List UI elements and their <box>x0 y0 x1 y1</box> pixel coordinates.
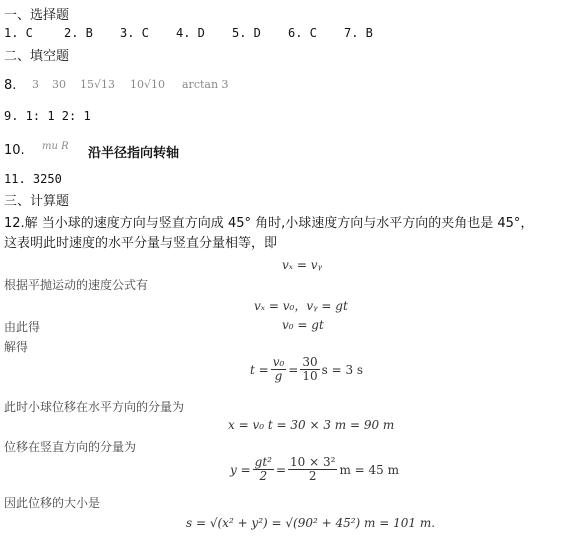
equation-y-equals: = <box>275 462 287 477</box>
choice-answer-4: 4. D <box>176 26 205 40</box>
fraction-numerator: v₀ <box>272 355 285 369</box>
choice-answers-row <box>4 26 574 42</box>
choice-answer-6: 6. C <box>288 26 317 40</box>
fraction-denominator: g <box>274 369 283 383</box>
text-displacement-magnitude: 因此位移的大小是 <box>4 496 101 510</box>
fraction-denominator: 2 <box>259 469 268 483</box>
section-heading-fill: 二、填空题 <box>4 49 70 64</box>
equation-v0-gt: v₀ = gt <box>282 318 324 332</box>
equation-time-left: t = <box>250 362 269 377</box>
q8-label: 8. <box>4 78 17 93</box>
equation-x-displacement: x = v₀ t = 30 × 3 m = 90 m <box>228 418 395 432</box>
section-heading-calc: 三、计算题 <box>4 194 70 209</box>
fraction-denominator: 10 <box>302 369 318 383</box>
q8-answer-3: 15√13 <box>80 78 116 91</box>
q8-answer-5: arctan 3 <box>182 78 229 91</box>
equation-vx-vy: vₓ = vᵧ <box>282 258 323 272</box>
q12-line-2: 这表明此时速度的水平分量与竖直分量相等，即 <box>4 236 278 251</box>
q11-answer: 11. 3250 <box>4 172 62 186</box>
equation-total-displacement: s = √(x² + y²) = √(90² + 45²) m = 101 m. <box>186 516 436 530</box>
q8-answer-2: 30 <box>52 78 66 91</box>
choice-answer-3: 3. C <box>120 26 149 40</box>
q9-answer: 9. 1: 1 2: 1 <box>4 109 91 123</box>
text-velocity-formula-intro: 根据平抛运动的速度公式有 <box>4 278 149 292</box>
fraction-30-over-10 <box>300 356 319 383</box>
text-vertical-displacement: 位移在竖直方向的分量为 <box>4 440 137 454</box>
text-thus: 由此得 <box>4 320 41 334</box>
fraction-10x3sq-over-2 <box>288 456 337 483</box>
section-heading-choice: 一、选择题 <box>4 8 70 23</box>
equation-time-result: s = 3 s <box>321 362 364 377</box>
q10-label: 10. <box>4 143 25 158</box>
equation-time-equals: = <box>288 362 299 377</box>
text-solve: 解得 <box>4 340 29 354</box>
q8-answer-4: 10√10 <box>130 78 166 91</box>
fraction-numerator: gt² <box>254 455 272 469</box>
fraction-numerator: 10 × 3² <box>290 455 336 469</box>
equation-velocity-components: vₓ = v₀，vᵧ = gt <box>254 299 348 313</box>
equation-time <box>250 356 363 383</box>
equation-y-displacement <box>230 456 399 483</box>
equation-y-result: m = 45 m <box>339 462 399 477</box>
q10-formula: mu R <box>42 141 69 152</box>
choice-answer-5: 5. D <box>232 26 261 40</box>
fraction-v0-over-g <box>271 356 287 383</box>
choice-answer-7: 7. B <box>344 26 373 40</box>
fraction-gt2-over-2 <box>253 456 274 483</box>
text-horizontal-displacement: 此时小球位移在水平方向的分量为 <box>4 400 185 414</box>
choice-answer-1: 1. C <box>4 26 33 40</box>
q12-line-1: 12.解 当小球的速度方向与竖直方向成 45° 角时,小球速度方向与水平方向的夹角也是 45°， <box>4 216 534 231</box>
fraction-denominator: 2 <box>308 469 317 483</box>
q10-answer-text: 沿半径指向转轴 <box>88 146 180 161</box>
fraction-numerator: 30 <box>302 355 318 369</box>
choice-answer-2: 2. B <box>64 26 93 40</box>
q8-answer-1: 3 <box>32 78 39 91</box>
equation-y-left: y = <box>230 462 251 477</box>
